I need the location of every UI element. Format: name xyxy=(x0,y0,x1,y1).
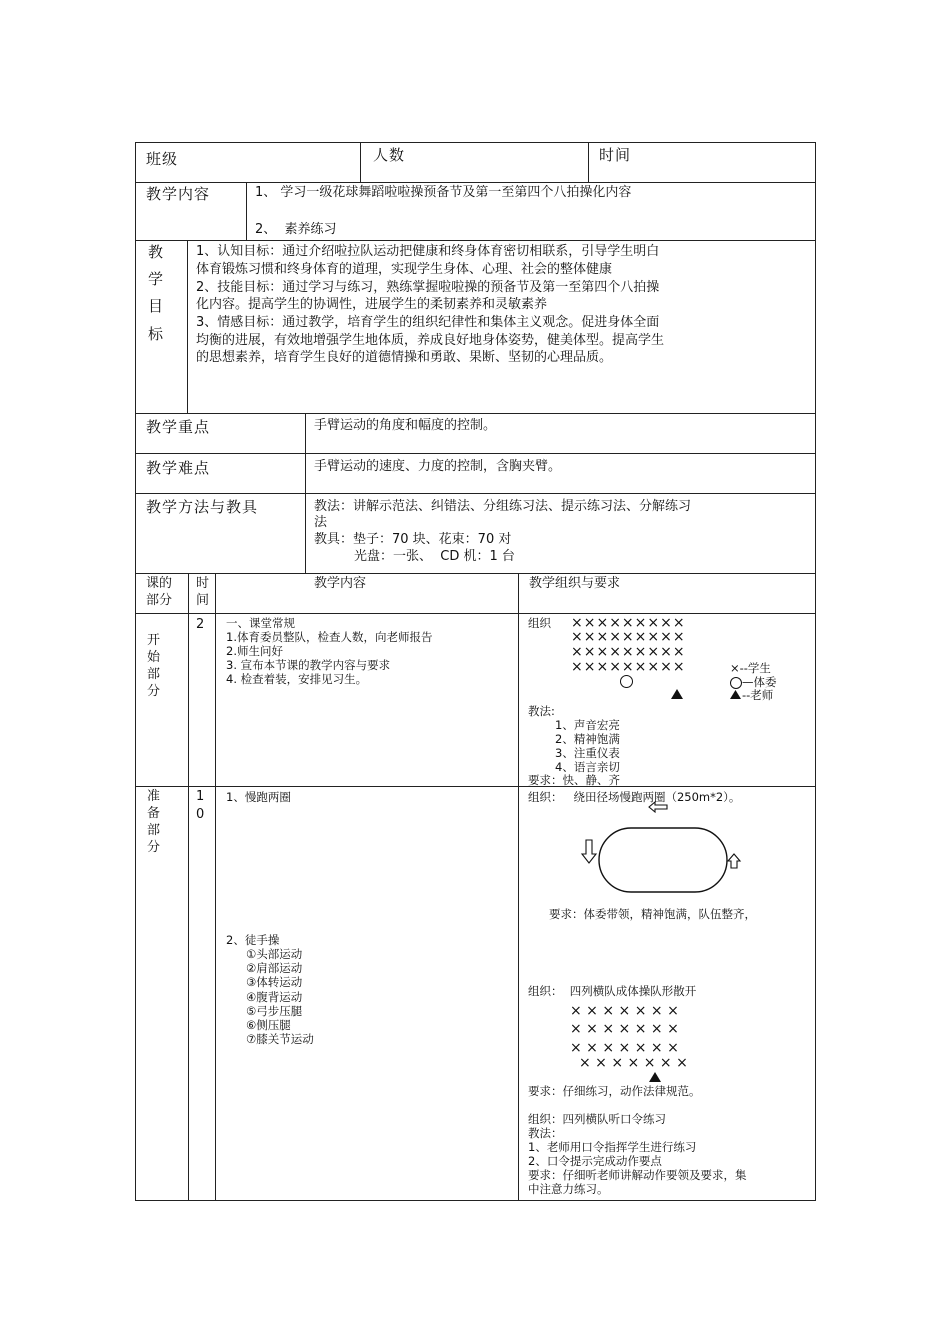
time-header-line: 时 xyxy=(196,576,210,591)
prep-part-char: 准 xyxy=(147,789,161,804)
part-header-cell xyxy=(135,573,189,614)
objectives-char-1: 教 xyxy=(148,243,165,261)
methods-line: 法 xyxy=(314,515,328,530)
formation-row: × × × × × × × xyxy=(570,1003,679,1019)
start-line: 4. 检查着装，安排见习生。 xyxy=(226,672,368,686)
content-header: 教学内容 xyxy=(314,576,367,591)
legend-monitor: —体委 xyxy=(742,675,777,689)
exercise-item: ②肩部运动 xyxy=(246,961,303,975)
part-header-line: 课的 xyxy=(146,576,173,591)
start-part-char: 分 xyxy=(147,684,161,699)
teacher-triangle-icon xyxy=(671,689,683,699)
key-point-text: 手臂运动的角度和幅度的控制。 xyxy=(314,418,497,433)
start-line: 1.体育委员整队，检查人数，向老师报告 xyxy=(226,630,433,644)
objective-line: 体育锻炼习惯和终身体育的道理，实现学生身体、心理、社会的整体健康 xyxy=(196,262,613,277)
methods-line: 教具：垫子：70 块、花束：70 对 xyxy=(314,532,512,547)
formation-row: × × × × × × × xyxy=(570,1040,679,1056)
time-header-cell xyxy=(188,573,216,614)
start-method: 1、声音宏亮 xyxy=(555,718,620,732)
prep-part-char: 备 xyxy=(147,806,161,821)
formation-row: × × × × × × × xyxy=(570,1021,679,1037)
prep-method-line: 2、口令提示完成动作要点 xyxy=(528,1154,662,1168)
exercise-item: ⑥侧压腿 xyxy=(246,1018,291,1032)
prep-part-char: 分 xyxy=(147,840,161,855)
objective-line: 1、认知目标：通过介绍啦拉队运动把健康和终身体育密切相联系，引导学生明白 xyxy=(196,244,660,259)
prep-item-1: 1、慢跑两圈 xyxy=(226,790,291,804)
start-line: 2.师生问好 xyxy=(226,644,283,658)
exercise-item: ①头部运动 xyxy=(246,947,303,961)
student-row: ××××××××× xyxy=(571,644,686,660)
start-require: 要求：快、静、齐 xyxy=(528,773,620,787)
prep-part-cell xyxy=(135,786,189,1201)
time-header-line: 间 xyxy=(196,593,210,608)
prep-content-cell xyxy=(215,786,519,1201)
content-item-1: 1、 学习一级花球舞蹈啦啦操预备节及第一至第四个八拍操化内容 xyxy=(255,185,632,200)
methods-text-cell xyxy=(305,493,816,574)
prep-time-char: 0 xyxy=(196,807,205,822)
org-header: 教学组织与要求 xyxy=(529,576,621,591)
time-cell xyxy=(588,142,816,183)
start-content-cell xyxy=(215,613,519,787)
student-row: ××××××××× xyxy=(571,615,686,631)
methods-line: 光盘：一张、 CD 机：1 台 xyxy=(354,549,515,564)
objective-line: 3、情感目标：通过教学，培育学生的组织纪律性和集体主义观念。促进身体全面 xyxy=(196,315,660,330)
prep-part-char: 部 xyxy=(147,823,161,838)
start-time-cell xyxy=(188,613,216,787)
methods-line: 教法：讲解示范法、纠错法、分组练习法、提示练习法、分解练习 xyxy=(314,499,692,514)
start-time: 2 xyxy=(196,617,205,632)
prep-org-2: 组织： 四列横队成体操队形散开 xyxy=(528,984,697,998)
prep-time-cell xyxy=(188,786,216,1201)
start-method-label: 教法: xyxy=(528,704,555,718)
time-label: 时间 xyxy=(599,146,632,164)
methods-label: 教学方法与教具 xyxy=(146,498,259,516)
start-line: 一、课堂常规 xyxy=(226,616,295,630)
objectives-char-2: 学 xyxy=(148,270,165,288)
start-method: 3、注重仪表 xyxy=(555,746,620,760)
exercise-item: ⑤弓步压腿 xyxy=(246,1004,303,1018)
content-header-cell xyxy=(215,573,519,614)
objective-line: 均衡的进展，有效地增强学生地体质，养成良好地身体姿势，健美体型。提高学生 xyxy=(196,333,665,348)
prep-org-3: 组织：四列横队听口令练习 xyxy=(528,1112,666,1126)
objective-line: 化内容。提高学生的协调性，进展学生的柔韧素养和灵敏素养 xyxy=(196,297,548,312)
objectives-char-4: 标 xyxy=(148,325,165,343)
prep-method-line: 1、老师用口令指挥学生进行练习 xyxy=(528,1140,697,1154)
count-cell xyxy=(360,142,589,183)
content-label: 教学内容 xyxy=(146,185,211,203)
objectives-label-cell xyxy=(135,240,188,414)
prep-time-char: 1 xyxy=(196,789,205,804)
methods-label-cell xyxy=(135,493,306,574)
exercise-item: ③体转运动 xyxy=(246,975,303,989)
start-part-char: 始 xyxy=(147,650,161,665)
start-org-cell xyxy=(518,613,816,787)
start-line: 3. 宣布本节课的教学内容与要求 xyxy=(226,658,391,672)
exercise-item: ⑦膝关节运动 xyxy=(246,1032,314,1046)
class-cell xyxy=(135,142,361,183)
teacher-triangle-icon xyxy=(649,1072,661,1082)
legend-teacher: --老师 xyxy=(742,688,774,702)
start-org-label: 组织 xyxy=(528,616,551,630)
key-point-label-cell xyxy=(135,413,306,454)
start-method: 4、语言亲切 xyxy=(555,760,620,774)
legend-triangle-icon xyxy=(730,690,741,699)
formation-row: × × × × × × × xyxy=(579,1055,688,1071)
difficulty-label: 教学难点 xyxy=(146,459,211,477)
objectives-char-3: 目 xyxy=(148,297,165,315)
prep-method-3: 教法： xyxy=(528,1126,563,1140)
prep-org-cell xyxy=(518,786,816,1201)
objective-line: 的思想素养，培育学生良好的道德情操和勇敢、果断、坚韧的心理品质。 xyxy=(196,350,613,365)
legend-circle-icon xyxy=(730,677,742,689)
objectives-text-cell xyxy=(187,240,816,414)
start-method: 2、精神饱满 xyxy=(555,732,620,746)
difficulty-label-cell xyxy=(135,453,306,494)
key-point-text-cell xyxy=(305,413,816,454)
objective-line: 2、技能目标：通过学习与练习，熟练掌握啦啦操的预备节及第一至第四个八拍操 xyxy=(196,280,660,295)
running-track-diagram xyxy=(579,801,749,901)
content-text-cell xyxy=(246,182,816,241)
key-point-label: 教学重点 xyxy=(146,418,211,436)
content-item-2: 2、 素养练习 xyxy=(255,222,337,237)
student-row: ××××××××× xyxy=(571,629,686,645)
prep-item-2: 2、徒手操 xyxy=(226,933,280,947)
class-label: 班级 xyxy=(146,150,179,168)
prep-org-1: 组织： 绕田径场慢跑两圈（250m*2）。 xyxy=(528,790,741,804)
difficulty-text-cell xyxy=(305,453,816,494)
start-part-char: 部 xyxy=(147,667,161,682)
start-part-char: 开 xyxy=(147,633,161,648)
prep-req-3b: 中注意力练习。 xyxy=(528,1182,609,1196)
student-row: ××××××××× xyxy=(571,659,686,675)
difficulty-text: 手臂运动的速度、力度的控制，含胸夹臂。 xyxy=(314,459,562,474)
monitor-circle-icon xyxy=(620,675,633,688)
prep-req-1: 要求：体委带领，精神饱满，队伍整齐， xyxy=(549,907,756,921)
count-label: 人数 xyxy=(373,146,406,164)
prep-req-2: 要求：仔细练习，动作法律规范。 xyxy=(528,1084,701,1098)
content-label-cell xyxy=(135,182,247,241)
legend-student: ×--学生 xyxy=(730,661,771,675)
part-header-line: 部分 xyxy=(146,593,173,608)
exercise-item: ④腹背运动 xyxy=(246,990,303,1004)
prep-req-3a: 要求：仔细听老师讲解动作要领及要求，集 xyxy=(528,1168,747,1182)
org-header-cell xyxy=(518,573,816,614)
start-part-cell xyxy=(135,613,189,787)
